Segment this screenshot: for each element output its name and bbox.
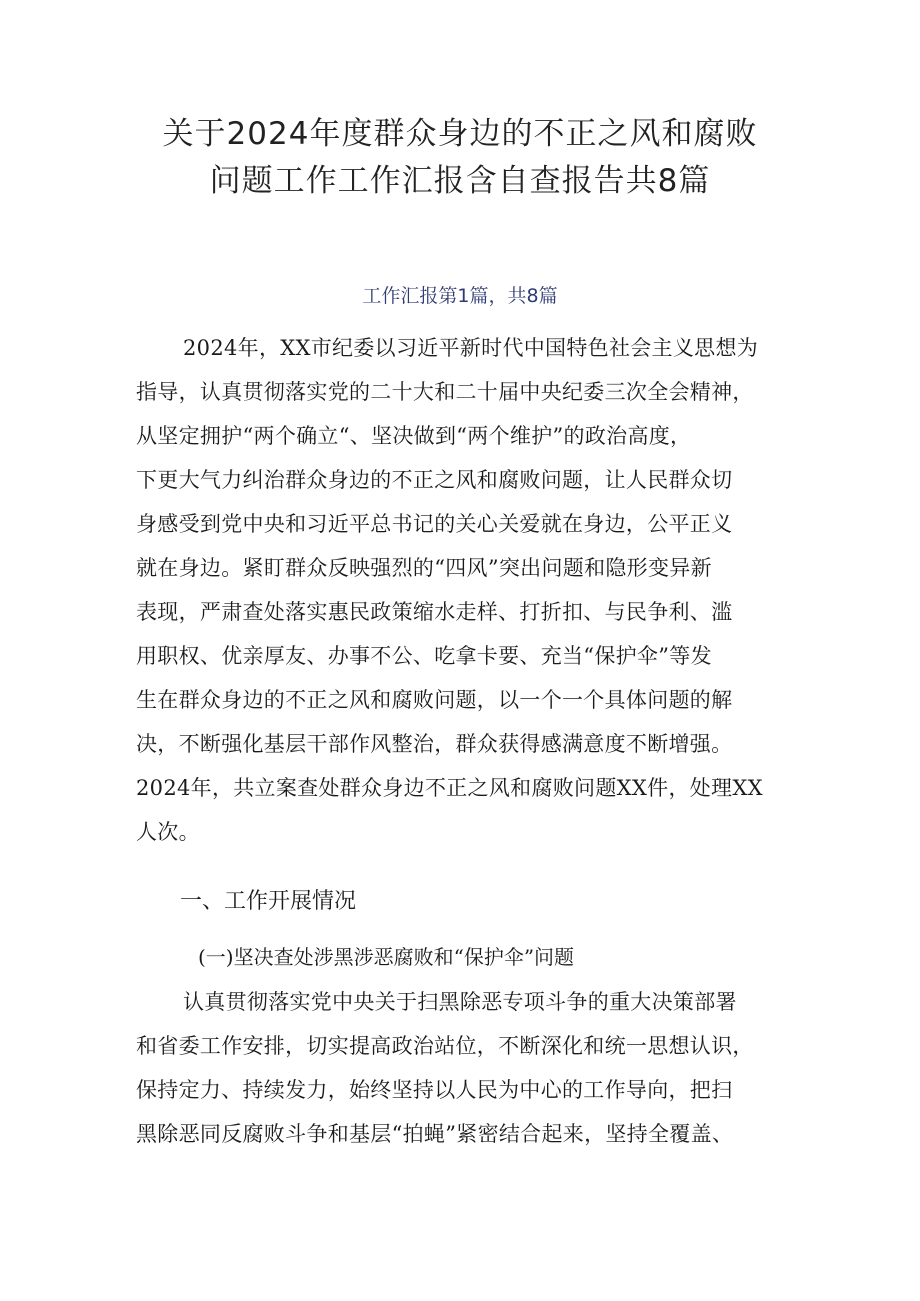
paragraph-1-line: 从坚定拥护“两个确立“、坚决做到“两个维护”的政治高度， (136, 424, 692, 448)
heading-work-progress: 一、工作开展情况 (180, 889, 357, 914)
subheading-crackdown: (一)坚决查处涉黑涉恶腐败和“保护伞”问题 (198, 945, 575, 969)
paragraph-1-line: 人次。 (136, 820, 200, 844)
paragraph-2-line: 认真贯彻落实党中央关于扫黑除恶专项斗争的重大决策部署 (183, 990, 737, 1014)
document-title-line-1: 关于2024年度群众身边的不正之风和腐败 (162, 116, 758, 152)
paragraph-1-line: 下更大气力纠治群众身边的不正之风和腐败问题，让人民群众切 (136, 468, 733, 492)
paragraph-2-line: 黑除恶同反腐败斗争和基层“拍蝇”紧密结合起来，坚持全覆盖、 (136, 1122, 734, 1146)
document-title-line-2: 问题工作工作汇报含自查报告共8篇 (209, 163, 711, 199)
paragraph-1-line: 表现，严肃查处落实惠民政策缩水走样、打折扣、与民争利、滥 (136, 600, 733, 624)
paragraph-1-line: 就在身边。紧盯群众反映强烈的“四风”突出问题和隐形变异新 (136, 556, 712, 580)
paragraph-2-line: 保持定力、持续发力，始终坚持以人民为中心的工作导向，把扫 (136, 1078, 733, 1102)
paragraph-1-line: 身感受到党中央和习近平总书记的关心关爱就在身边，公平正义 (136, 512, 733, 536)
paragraph-1-line: 决，不断强化基层干部作风整治，群众获得感满意度不断增强。 (136, 732, 733, 756)
paragraph-2-line: 和省委工作安排，切实提高政治站位，不断深化和统一思想认识， (136, 1034, 754, 1058)
paragraph-1-line: 指导，认真贯彻落实党的二十大和二十届中央纪委三次全会精神， (136, 380, 754, 404)
paragraph-1-line: 2024年，共立案查处群众身边不正之风和腐败问题XX件，处理XX (136, 776, 763, 800)
paragraph-1-line: 用职权、优亲厚友、办事不公、吃拿卡要、充当“保护伞”等发 (136, 644, 712, 668)
paragraph-1-line: 2024年，XX市纪委以习近平新时代中国特色社会主义思想为 (183, 336, 759, 360)
section-subtitle: 工作汇报第1篇，共8篇 (362, 285, 558, 307)
paragraph-1-line: 生在群众身边的不正之风和腐败问题，以一个一个具体问题的解 (136, 688, 733, 712)
